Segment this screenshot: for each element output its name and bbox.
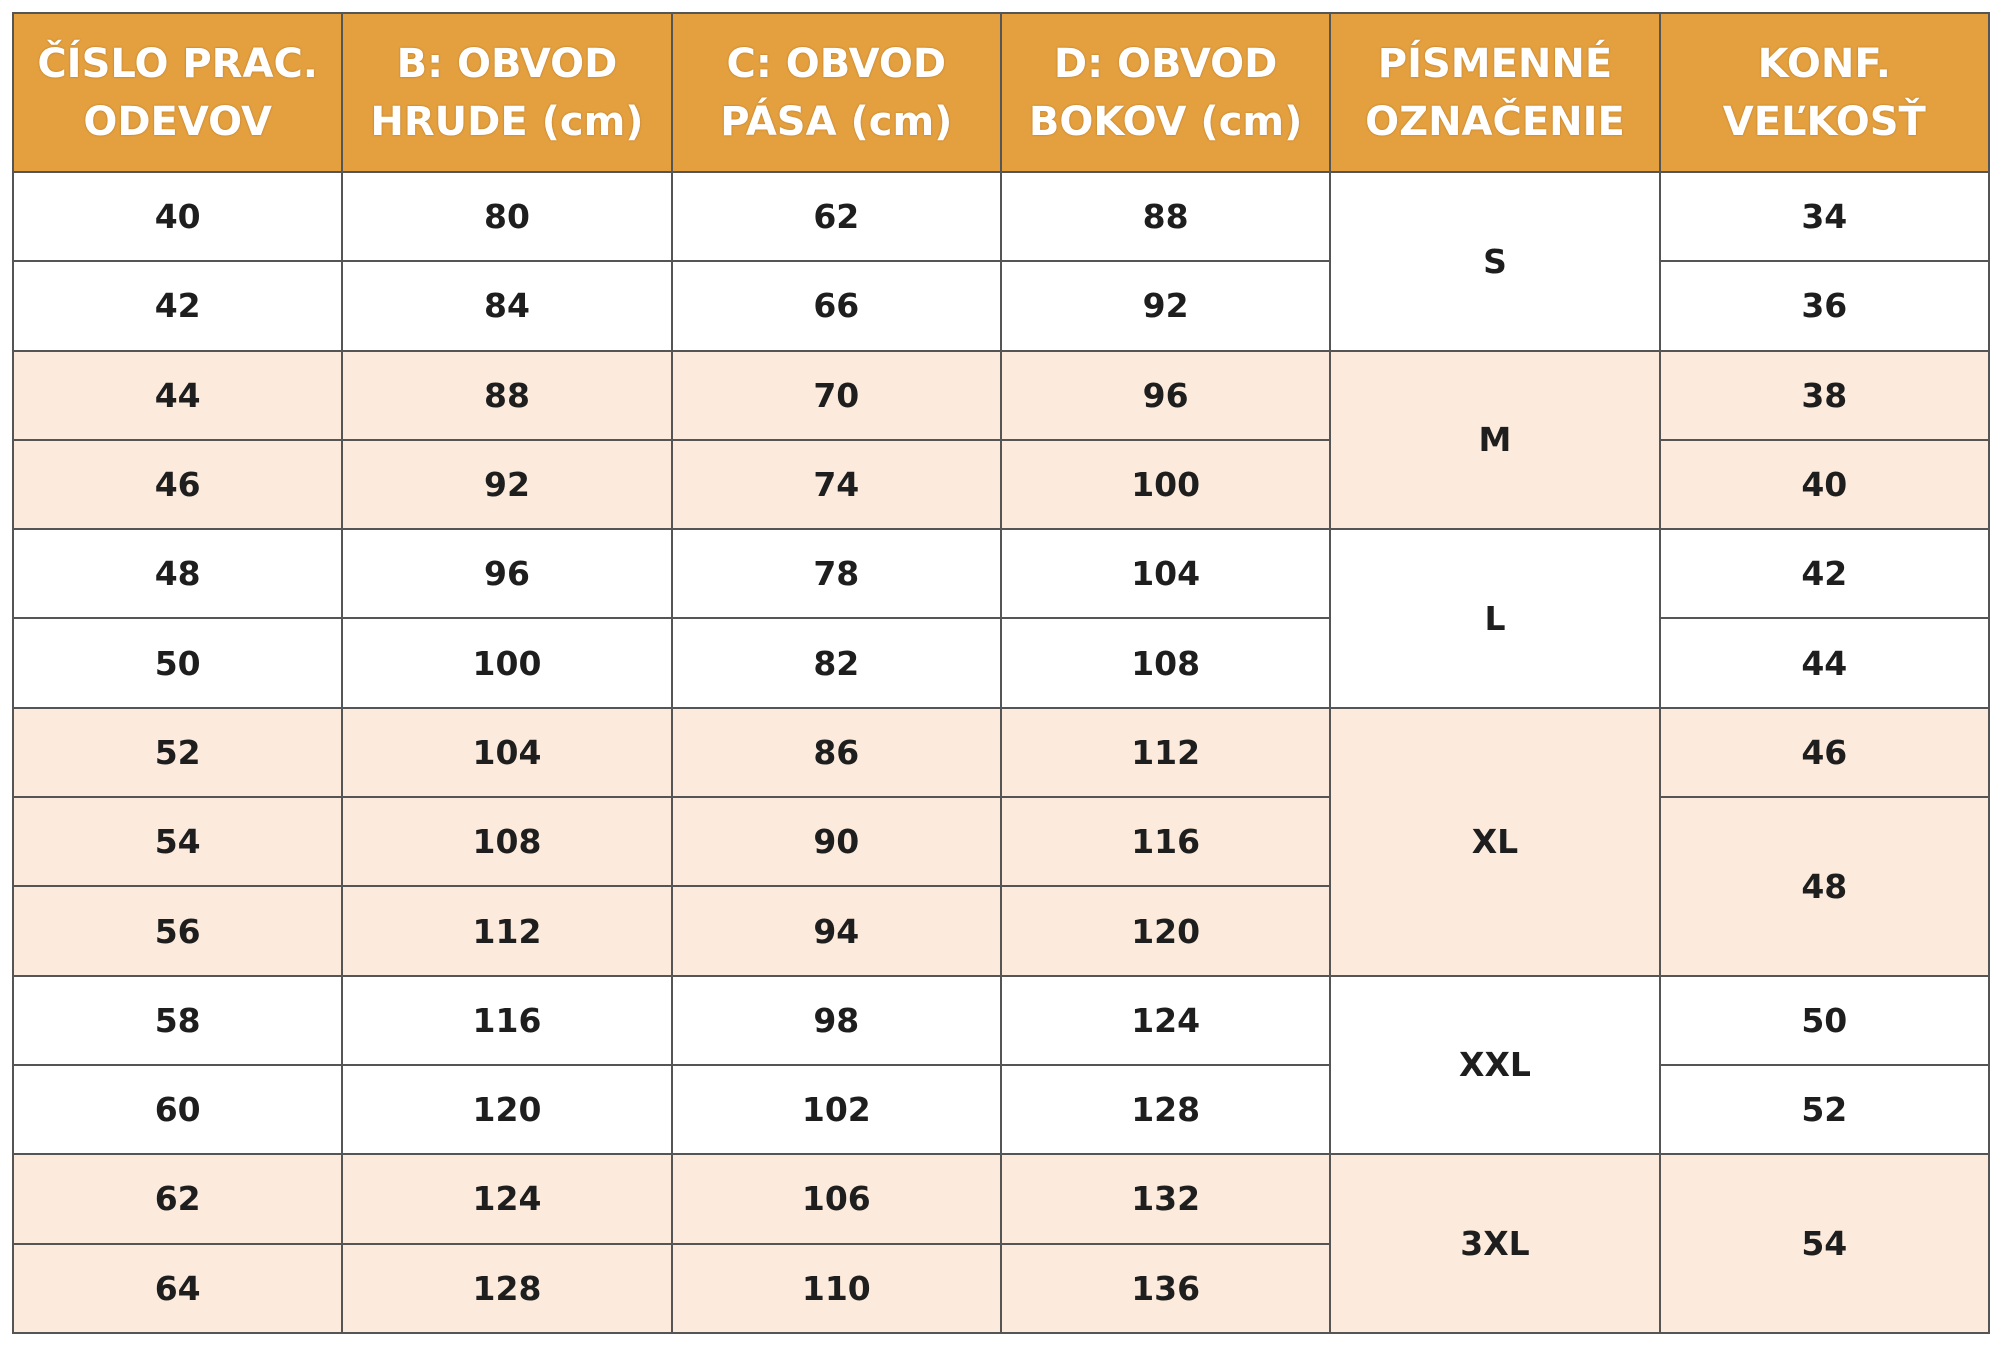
cell-hips: 100 [1001, 440, 1330, 529]
cell-letter-size: L [1330, 529, 1659, 708]
cell-hips: 88 [1001, 172, 1330, 261]
header-chest [342, 13, 671, 172]
header-waist [672, 13, 1001, 172]
cell-konf-size: 38 [1660, 351, 1989, 440]
table-row [13, 440, 1989, 529]
table-row [13, 1154, 1989, 1243]
header-line: ČÍSLO PRAC. [37, 40, 318, 87]
cell-garment-size: 62 [13, 1154, 342, 1243]
cell-konf-size: 52 [1660, 1065, 1989, 1154]
cell-chest: 112 [342, 886, 671, 975]
cell-chest: 100 [342, 618, 671, 707]
table-row [13, 529, 1989, 618]
cell-chest: 84 [342, 261, 671, 350]
table-row [13, 1065, 1989, 1154]
table-row [13, 797, 1989, 886]
cell-konf-size: 34 [1660, 172, 1989, 261]
cell-letter-size: 3XL [1330, 1154, 1659, 1333]
header-line: KONF. [1757, 40, 1891, 87]
cell-waist: 82 [672, 618, 1001, 707]
cell-waist: 78 [672, 529, 1001, 618]
cell-hips: 104 [1001, 529, 1330, 618]
table-row [13, 261, 1989, 350]
header-line: B: OBVOD [396, 40, 618, 87]
header-letter-size [1330, 13, 1659, 172]
cell-garment-size: 60 [13, 1065, 342, 1154]
cell-waist: 94 [672, 886, 1001, 975]
cell-chest: 120 [342, 1065, 671, 1154]
cell-hips: 136 [1001, 1244, 1330, 1333]
table-row [13, 172, 1989, 261]
cell-garment-size: 56 [13, 886, 342, 975]
cell-konf-size: 48 [1660, 797, 1989, 976]
table-row [13, 618, 1989, 707]
cell-konf-size: 44 [1660, 618, 1989, 707]
header-line: C: OBVOD [726, 40, 947, 87]
cell-letter-size: S [1330, 172, 1659, 351]
cell-waist: 98 [672, 976, 1001, 1065]
cell-letter-size: M [1330, 351, 1659, 530]
cell-konf-size: 40 [1660, 440, 1989, 529]
header-line: VEĽKOSŤ [1722, 98, 1926, 145]
header-garment-size [13, 13, 342, 172]
cell-waist: 110 [672, 1244, 1001, 1333]
cell-waist: 102 [672, 1065, 1001, 1154]
cell-konf-size: 50 [1660, 976, 1989, 1065]
cell-waist: 86 [672, 708, 1001, 797]
table-row [13, 976, 1989, 1065]
cell-letter-size: XXL [1330, 976, 1659, 1155]
cell-konf-size: 46 [1660, 708, 1989, 797]
cell-garment-size: 40 [13, 172, 342, 261]
cell-konf-size: 36 [1660, 261, 1989, 350]
cell-waist: 70 [672, 351, 1001, 440]
cell-waist: 66 [672, 261, 1001, 350]
header-hips [1001, 13, 1330, 172]
cell-konf-size: 54 [1660, 1154, 1989, 1333]
cell-hips: 132 [1001, 1154, 1330, 1243]
cell-hips: 92 [1001, 261, 1330, 350]
cell-garment-size: 50 [13, 618, 342, 707]
cell-hips: 96 [1001, 351, 1330, 440]
cell-chest: 96 [342, 529, 671, 618]
cell-garment-size: 46 [13, 440, 342, 529]
cell-chest: 108 [342, 797, 671, 886]
header-line: D: OBVOD [1053, 40, 1278, 87]
cell-hips: 108 [1001, 618, 1330, 707]
cell-garment-size: 52 [13, 708, 342, 797]
cell-hips: 116 [1001, 797, 1330, 886]
cell-chest: 128 [342, 1244, 671, 1333]
cell-garment-size: 54 [13, 797, 342, 886]
header-row [13, 13, 1989, 172]
header-line: ODEVOV [83, 98, 272, 145]
cell-hips: 124 [1001, 976, 1330, 1065]
cell-garment-size: 64 [13, 1244, 342, 1333]
header-line: HRUDE (cm) [370, 98, 644, 145]
cell-garment-size: 44 [13, 351, 342, 440]
cell-chest: 88 [342, 351, 671, 440]
table-row [13, 708, 1989, 797]
table-row [13, 351, 1989, 440]
header-line: PÁSA (cm) [720, 98, 953, 145]
cell-garment-size: 42 [13, 261, 342, 350]
header-line: PÍSMENNÉ [1377, 40, 1613, 87]
cell-hips: 128 [1001, 1065, 1330, 1154]
cell-waist: 62 [672, 172, 1001, 261]
cell-hips: 120 [1001, 886, 1330, 975]
cell-chest: 124 [342, 1154, 671, 1243]
cell-waist: 106 [672, 1154, 1001, 1243]
cell-waist: 74 [672, 440, 1001, 529]
cell-chest: 92 [342, 440, 671, 529]
cell-chest: 116 [342, 976, 671, 1065]
cell-chest: 104 [342, 708, 671, 797]
cell-konf-size: 42 [1660, 529, 1989, 618]
header-konf-size [1660, 13, 1989, 172]
cell-waist: 90 [672, 797, 1001, 886]
cell-letter-size: XL [1330, 708, 1659, 976]
cell-chest: 80 [342, 172, 671, 261]
size-chart-table [12, 12, 1990, 1334]
header-line: BOKOV (cm) [1028, 98, 1303, 145]
cell-hips: 112 [1001, 708, 1330, 797]
cell-garment-size: 58 [13, 976, 342, 1065]
cell-garment-size: 48 [13, 529, 342, 618]
header-line: OZNAČENIE [1365, 98, 1625, 145]
